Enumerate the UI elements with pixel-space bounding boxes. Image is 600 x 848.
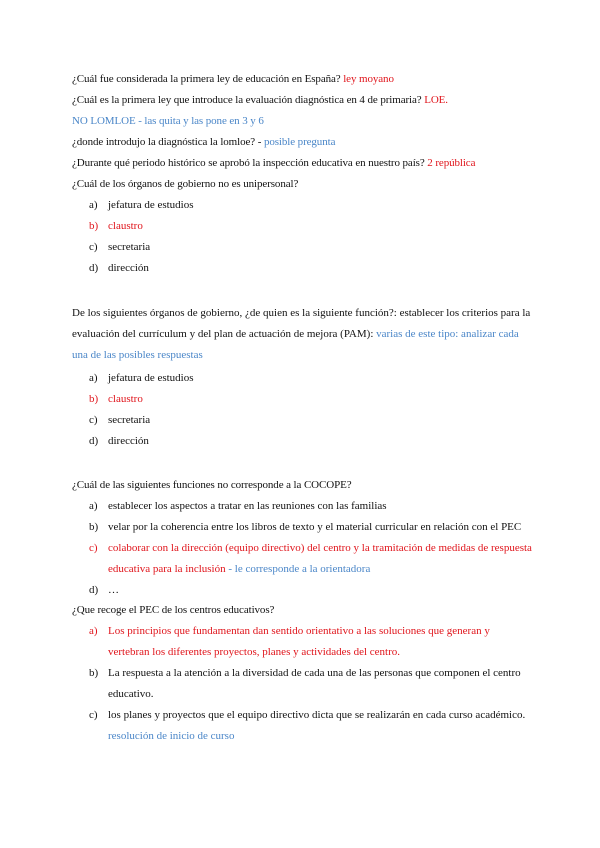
option-item: b) velar por la coherencia entre los libros de texto y el material curricular en relación con el PEC (89, 521, 522, 533)
option-item: a) establecer los aspectos a tratar en las reuniones con las familias (89, 500, 387, 512)
question-2-answer: LOE. (424, 94, 448, 106)
question-8-options (72, 621, 532, 747)
question-6 (72, 303, 532, 366)
option-item-correct: b) claustro (89, 220, 143, 232)
question-7-options (72, 496, 532, 601)
option-item: d) dirección (89, 435, 149, 447)
question-1-answer: ley moyano (343, 73, 394, 85)
question-2-note: NO LOMLOE - las quita y las pone en 3 y 6 (72, 115, 264, 127)
option-item: a) jefatura de estudios (89, 372, 194, 384)
question-2 (72, 91, 532, 109)
question-3-note: posible pregunta (263, 136, 336, 148)
question-6-text: De los siguientes órganos de gobierno, ¿de quien es la siguiente función?: establecer los criterios para la evaluación del currículum y del plan de actuación de mejora (PAM): (72, 307, 531, 340)
question-5-options (72, 195, 532, 279)
question-7: ¿Cuál de las siguientes funciones no corresponde a la COCOPE? (72, 479, 352, 491)
document-page (72, 70, 532, 747)
question-8: ¿Que recoge el PEC de los centros educativos? (72, 604, 275, 616)
question-3 (72, 133, 532, 151)
question-4 (72, 154, 532, 172)
question-6-note: varias de este tipo: analizar cada una de las posibles respuestas (72, 328, 519, 361)
option-item: d) … (89, 584, 119, 596)
question-1-text: ¿Cuál fue considerada la primera ley de educación en España? (72, 73, 341, 85)
option-note: resolución de inicio de curso (108, 730, 235, 742)
question-4-answer: 2 república (427, 157, 476, 169)
option-item: c) secretaria (89, 241, 151, 253)
question-5: ¿Cuál de los órganos de gobierno no es unipersonal? (72, 178, 299, 190)
option-item: b) La respuesta a la atención a la diversidad de cada una de las personas que componen el centro educativo. (89, 667, 521, 700)
option-item: c) los planes y proyectos que el equipo directivo dicta que se realizarán en cada curso académico. resolución de inicio de curso (89, 709, 526, 742)
question-2-text: ¿Cuál es la primera ley que introduce la evaluación diagnóstica en 4 de primaria? (72, 94, 422, 106)
option-item: d) dirección (89, 262, 149, 274)
option-item-correct: b) claustro (89, 393, 143, 405)
option-note: - le corresponde a la orientadora (225, 563, 371, 575)
option-item-correct: c) colaborar con la dirección (equipo directivo) del centro y la tramitación de medidas de respuesta educativa para la inclusión - le corresponde a la orientadora (89, 542, 532, 575)
spacer (72, 452, 532, 473)
option-item: c) secretaria (89, 414, 151, 426)
question-3-text: ¿donde introdujo la diagnóstica la lomloe? - (72, 136, 262, 148)
option-item: a) jefatura de estudios (89, 199, 194, 211)
question-1 (72, 70, 532, 88)
spacer (72, 279, 532, 300)
question-4-text: ¿Durante qué periodo histórico se aprobó la inspección educativa en nuestro país? (72, 157, 425, 169)
option-item-correct: a) Los principios que fundamentan dan sentido orientativo a las soluciones que generan y vertebran los diferentes proyectos, planes y actividades del centro. (89, 625, 490, 658)
question-6-options (72, 368, 532, 452)
